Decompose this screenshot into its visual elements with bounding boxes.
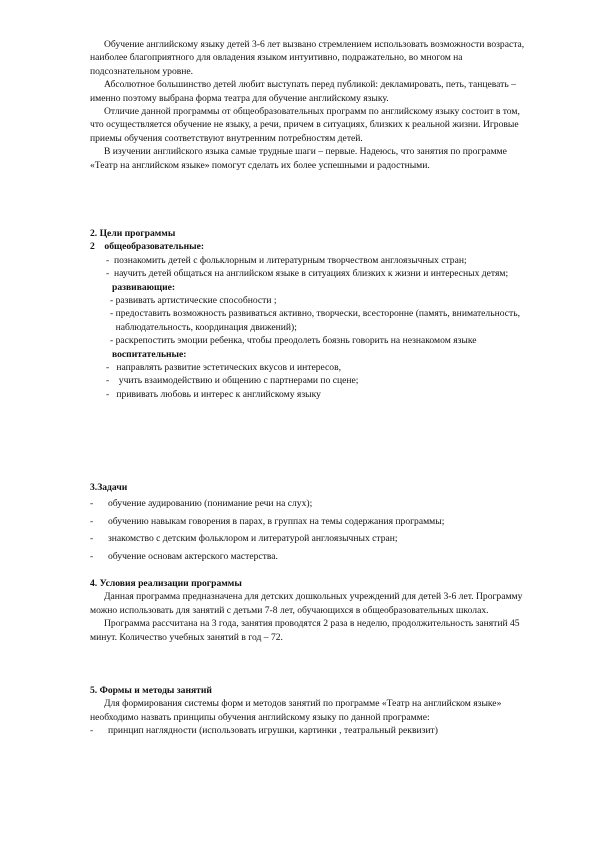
dash-marker: - [90,550,94,562]
forms-heading: 5. Формы и методы занятий [90,685,212,696]
goal-item [90,294,530,307]
intro-paragraph: Обучение английскому языку детей 3-6 лет вызвано стремлением использовать возможности возраста, наиболее благоприятного для овладения языком интуитивно, подражательно, во многом на подсознательном уровне. [90,39,525,77]
goal-item [90,307,530,334]
forms-paragraph: Для формирования системы форм и методов занятий по программе «Театр на английском языке» необходимо назвать принципы обучения английскому языку по данной программе: [90,698,502,723]
dash-marker: - [106,388,110,400]
task-item [90,532,530,545]
goals-section [90,227,530,401]
conditions-heading: 4. Условия реализации программы [90,578,242,589]
goals-general-label [90,240,530,253]
dash-marker: - [106,362,110,374]
task-item-text: обучению навыкам говорения в парах, в группах на темы содержания программы; [108,515,445,527]
forms-item-text: принцип наглядности (использовать игрушки, картинки , театральный реквизит) [108,725,438,737]
goals-developing-label: развивающие: [112,281,176,293]
conditions-paragraph: Программа рассчитана на 3 года, занятия проводятся 2 раза в неделю, продолжительность занятий 45 минут. Количество учебных занятий в год – 72. [90,618,520,643]
conditions-section [90,577,530,644]
goal-item [90,374,530,387]
forms-section [90,684,530,738]
goal-item [90,388,530,401]
task-item-text: обучение аудированию (понимание речи на слух); [108,498,313,510]
dash-marker: - [110,308,114,320]
intro-paragraph: Абсолютное большинство детей любит выступать перед публикой: декламировать, петь, танцевать – именно поэтому выбрана форма театра для обучение английскому языку. [90,79,516,104]
goal-item-text: познакомить детей с фольклорным и литературным творчеством англоязычных стран; [114,254,467,266]
dash-marker: - [110,335,114,347]
goal-item [90,361,530,374]
intro-section [90,38,530,172]
goal-item-text: направлять развитие эстетических вкусов и интересов, [116,362,342,374]
dash-marker: - [106,375,110,387]
task-item-text: знакомство с детским фольклором и литературой англоязычных стран; [108,533,398,545]
goals-educational-label: воспитательные: [112,348,187,360]
dash-marker: - [90,533,94,545]
goal-item-text: развивать артистические способности ; [115,295,277,307]
tasks-section [90,481,530,563]
goal-item-text: учить взаимодействию и общению с партнерами по сцене; [118,375,359,387]
forms-item [90,724,530,737]
goal-item [90,334,530,347]
task-item [90,515,530,528]
task-item-text: обучение основам актерского мастерства. [108,550,278,562]
dash-marker: - [90,725,94,737]
conditions-paragraph: Данная программа предназначена для детских дошкольных учреждений для детей 3-6 лет. Программу можно использовать для занятий с детьми 7-8 лет, обучающихся в общеобразовательных школах. [90,591,523,616]
goals-general-marker: 2 [90,241,95,253]
goal-item-text: предоставить возможность развиваться активно, творчески, всесторонне (память, внимательность, наблюдательность, координация движений); [115,308,520,333]
goal-item [90,254,530,267]
dash-marker: - [110,295,114,307]
dash-marker: - [106,254,110,266]
dash-marker: - [90,498,94,510]
goal-item [90,267,530,280]
intro-paragraph: Отличие данной программы от общеобразовательных программ по английскому языку состоит в том, что осуществляется обучение не языку, а речи, причем в ситуациях, близких к реальной жизни. Игровые приемы обучения соответствуют внутренним потребностям детей. [90,106,520,144]
dash-marker: - [106,268,110,280]
goal-item-text: раскрепостить эмоции ребенка, чтобы преодолеть боязнь говорить на незнакомом языке [115,335,477,347]
intro-paragraph: В изучении английского языка самые трудные шаги – первые. Надеюсь, что занятия по программе «Театр на английском языке» помогут сделать их более успешными и радостными. [90,146,507,171]
task-item [90,497,530,510]
goal-item-text: научить детей общаться на английском языке в ситуациях близких к жизни и интересных детям; [114,268,509,280]
goals-heading: 2. Цели программы [90,228,176,239]
tasks-heading: 3.Задачи [90,482,128,493]
dash-marker: - [90,515,94,527]
task-item [90,550,530,563]
goals-general-text: общеобразовательные: [104,241,205,253]
goal-item-text: прививать любовь и интерес к английскому языку [116,388,321,400]
